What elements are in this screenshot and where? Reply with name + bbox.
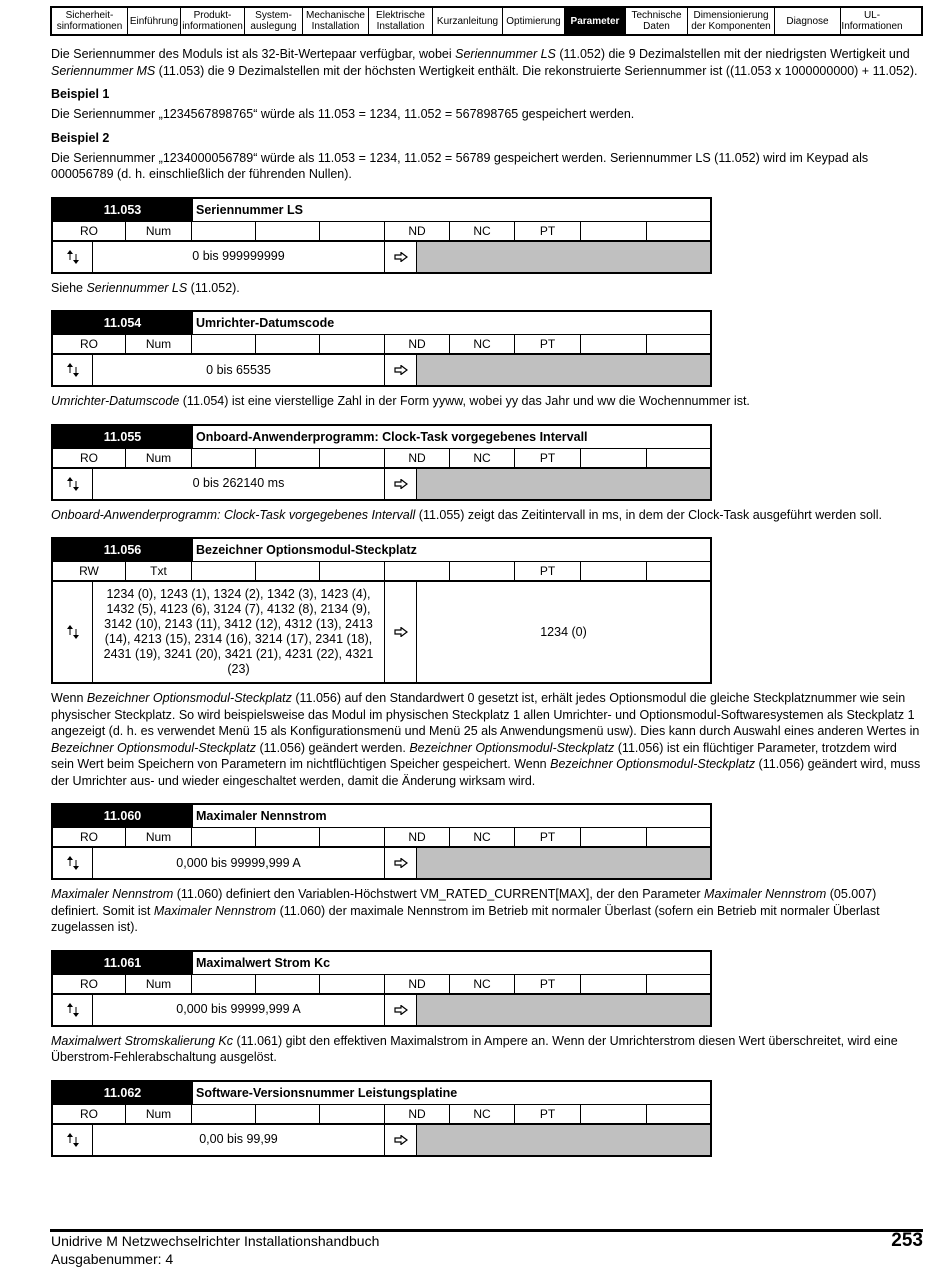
flag-cell: RO xyxy=(53,449,126,467)
tab-optimierung[interactable]: Optimierung xyxy=(503,8,565,34)
flag-cell: NC xyxy=(450,335,515,353)
flag-cell xyxy=(320,335,385,353)
param-range: 0 bis 65535 xyxy=(93,355,385,385)
tab-produktinformationen[interactable]: Produkt- informationen xyxy=(181,8,245,34)
flag-cell xyxy=(256,562,320,580)
param-default: 1234 (0) xyxy=(417,582,710,682)
param-default xyxy=(417,995,710,1025)
flag-cell: NC xyxy=(450,449,515,467)
flag-cell xyxy=(581,1105,647,1123)
param-table-11062 xyxy=(51,1080,712,1157)
tab-diagnose[interactable]: Diagnose xyxy=(775,8,841,34)
flag-cell: PT xyxy=(515,975,581,993)
flag-cell xyxy=(192,562,256,580)
page-content xyxy=(51,46,923,1163)
param-range: 0,000 bis 99999,999 A xyxy=(93,995,385,1025)
flag-cell: RW xyxy=(53,562,126,580)
flag-cell xyxy=(647,975,710,993)
up-down-arrow-icon xyxy=(53,582,93,682)
tab-systemauslegung[interactable]: System- auslegung xyxy=(245,8,303,34)
flag-cell: RO xyxy=(53,222,126,240)
flag-cell xyxy=(192,1105,256,1123)
flag-cell: NC xyxy=(450,975,515,993)
param-range: 0 bis 262140 ms xyxy=(93,469,385,499)
param-11053-description: Siehe Seriennummer LS (11.052). xyxy=(51,280,240,295)
flag-cell xyxy=(256,222,320,240)
param-11061-description: Maximalwert Stromskalierung Kc (11.061) gibt den effektiven Maximalstrom in Ampere an. Wenn der Umrichterstrom diesen Wert überschreitet, wird eine Überstrom-Fehlerabschaltung ausgelöst. xyxy=(51,1033,898,1064)
flag-cell: Num xyxy=(126,335,192,353)
flag-cell xyxy=(647,335,710,353)
flag-cell: ND xyxy=(385,222,450,240)
param-default xyxy=(417,469,710,499)
up-down-arrow-icon xyxy=(53,242,93,272)
param-flags xyxy=(53,335,710,355)
flag-cell xyxy=(256,828,320,846)
flag-cell xyxy=(581,562,647,580)
param-table-11054 xyxy=(51,310,712,387)
param-table-11053 xyxy=(51,197,712,274)
chapter-navigation xyxy=(50,6,923,36)
flag-cell xyxy=(256,449,320,467)
flag-cell xyxy=(256,1105,320,1123)
param-number: 11.062 xyxy=(53,1082,192,1104)
param-number: 11.054 xyxy=(53,312,192,334)
flag-cell: PT xyxy=(515,562,581,580)
param-flags xyxy=(53,222,710,242)
default-arrow-icon xyxy=(385,1125,417,1155)
flag-cell: PT xyxy=(515,449,581,467)
flag-cell: ND xyxy=(385,449,450,467)
flag-cell xyxy=(320,222,385,240)
flag-cell: PT xyxy=(515,335,581,353)
param-number: 11.060 xyxy=(53,805,192,827)
param-number: 11.056 xyxy=(53,539,192,561)
flag-cell xyxy=(192,828,256,846)
param-name: Seriennummer LS xyxy=(192,199,710,221)
flag-cell: Num xyxy=(126,1105,192,1123)
flag-cell: ND xyxy=(385,1105,450,1123)
flag-cell xyxy=(320,975,385,993)
flag-cell xyxy=(647,1105,710,1123)
flag-cell xyxy=(192,449,256,467)
flag-cell: Txt xyxy=(126,562,192,580)
up-down-arrow-icon xyxy=(53,848,93,878)
param-number: 11.061 xyxy=(53,952,192,974)
param-flags xyxy=(53,1105,710,1125)
default-arrow-icon xyxy=(385,469,417,499)
default-arrow-icon xyxy=(385,848,417,878)
flag-cell: PT xyxy=(515,828,581,846)
param-name: Maximaler Nennstrom xyxy=(192,805,710,827)
footer-document-title: Unidrive M Netzwechselrichter Installationshandbuch xyxy=(51,1233,380,1249)
param-flags xyxy=(53,828,710,848)
flag-cell: Num xyxy=(126,222,192,240)
param-table-11060 xyxy=(51,803,712,880)
default-arrow-icon xyxy=(385,995,417,1025)
param-default xyxy=(417,1125,710,1155)
flag-cell xyxy=(385,562,450,580)
flag-cell xyxy=(647,562,710,580)
param-11060-description: Maximaler Nennstrom (11.060) definiert den Variablen-Höchstwert VM_RATED_CURRENT[MAX], der den Parameter Maximaler Nennstrom (05.007) definiert. Somit ist Maximaler Nennstrom (11.060) der maximale Nennstrom im Betrieb mit normaler Überlast (sofern ein Betrieb mit normaler Überlast zugelassen ist). xyxy=(51,887,880,934)
param-flags xyxy=(53,449,710,469)
param-table-11055 xyxy=(51,424,712,501)
tab-einfuehrung[interactable]: Einführung xyxy=(128,8,181,34)
flag-cell xyxy=(581,975,647,993)
flag-cell xyxy=(320,1105,385,1123)
flag-cell: RO xyxy=(53,335,126,353)
flag-cell: PT xyxy=(515,222,581,240)
param-name: Onboard-Anwenderprogramm: Clock-Task vorgegebenes Intervall xyxy=(192,426,710,448)
flag-cell xyxy=(256,335,320,353)
flag-cell: RO xyxy=(53,1105,126,1123)
param-name: Software-Versionsnummer Leistungsplatine xyxy=(192,1082,710,1104)
flag-cell xyxy=(450,562,515,580)
default-arrow-icon xyxy=(385,582,417,682)
flag-cell: Num xyxy=(126,828,192,846)
up-down-arrow-icon xyxy=(53,469,93,499)
default-arrow-icon xyxy=(385,242,417,272)
flag-cell: Num xyxy=(126,449,192,467)
param-11054-description: Umrichter-Datumscode (11.054) ist eine vierstellige Zahl in der Form yyww, wobei yy das Jahr und ww die Wochennummer ist. xyxy=(51,394,750,408)
param-default xyxy=(417,848,710,878)
tab-ul-informationen[interactable]: UL- Informationen xyxy=(841,10,903,32)
flag-cell: ND xyxy=(385,335,450,353)
flag-cell xyxy=(581,449,647,467)
tab-sicherheitsinformationen[interactable]: Sicherheit- sinformationen xyxy=(52,8,128,34)
default-arrow-icon xyxy=(385,355,417,385)
param-table-11061 xyxy=(51,950,712,1027)
footer-divider xyxy=(50,1229,923,1232)
param-number: 11.055 xyxy=(53,426,192,448)
flag-cell xyxy=(320,828,385,846)
flag-cell: ND xyxy=(385,975,450,993)
example-1-heading: Beispiel 1 xyxy=(51,87,110,101)
param-name: Umrichter-Datumscode xyxy=(192,312,710,334)
param-range: 0,000 bis 99999,999 A xyxy=(93,848,385,878)
param-flags xyxy=(53,562,710,582)
param-range: 0 bis 999999999 xyxy=(93,242,385,272)
param-name: Bezeichner Optionsmodul-Steckplatz xyxy=(192,539,710,561)
param-name: Maximalwert Strom Kc xyxy=(192,952,710,974)
param-flags xyxy=(53,975,710,995)
flag-cell: NC xyxy=(450,828,515,846)
tab-mechanische-installation[interactable]: Mechanische Installation xyxy=(303,8,369,34)
flag-cell xyxy=(647,222,710,240)
example-1-text: Die Seriennummer „1234567898765“ würde als 11.053 = 1234, 11.052 = 567898765 gespeichert werden. xyxy=(51,107,635,121)
tab-technische-daten[interactable]: Technische Daten xyxy=(626,8,688,34)
up-down-arrow-icon xyxy=(53,995,93,1025)
up-down-arrow-icon xyxy=(53,355,93,385)
flag-cell xyxy=(647,449,710,467)
tab-elektrische-installation[interactable]: Elektrische Installation xyxy=(369,8,433,34)
tab-parameter[interactable]: Parameter xyxy=(565,8,626,34)
flag-cell xyxy=(320,562,385,580)
flag-cell xyxy=(581,222,647,240)
flag-cell: ND xyxy=(385,828,450,846)
param-range: 0,00 bis 99,99 xyxy=(93,1125,385,1155)
flag-cell: NC xyxy=(450,1105,515,1123)
param-range: 1234 (0), 1243 (1), 1324 (2), 1342 (3), 1423 (4), 1432 (5), 4123 (6), 3124 (7), 4132 (8), 2134 (9), 3142 (10), 2143 (11), 3412 (12), 4312 (13), 2413 (14), 4213 (15), 2314 (16), 3214 (17), 2341 (18), 2431 (19), 3241 (20), 3421 (21), 4231 (22), 4321 (23) xyxy=(93,582,385,682)
page-number: 253 xyxy=(891,1230,923,1251)
param-number: 11.053 xyxy=(53,199,192,221)
flag-cell: RO xyxy=(53,975,126,993)
flag-cell: NC xyxy=(450,222,515,240)
flag-cell xyxy=(320,449,385,467)
serial-intro: Die Seriennummer des Moduls ist als 32-Bit-Wertepaar verfügbar, wobei Seriennummer LS (11.052) die 9 Dezimalstellen mit der niedrigsten Wertigkeit und Seriennummer MS (11.053) die 9 Dezimalstellen mit der höchsten Wertigkeit enthält. Die rekonstruierte Seriennummer ist ((11.053 x 1000000000) + 11.052). xyxy=(51,47,918,78)
flag-cell xyxy=(192,975,256,993)
flag-cell: Num xyxy=(126,975,192,993)
flag-cell xyxy=(647,828,710,846)
flag-cell xyxy=(192,335,256,353)
up-down-arrow-icon xyxy=(53,1125,93,1155)
param-table-11056 xyxy=(51,537,712,684)
tab-dimensionierung[interactable]: Dimensionierung der Komponenten xyxy=(688,8,775,34)
param-11055-description: Onboard-Anwenderprogramm: Clock-Task vorgegebenes Intervall (11.055) zeigt das Zeitintervall in ms, in dem der Clock-Task ausgeführt werden soll. xyxy=(51,507,882,522)
param-default xyxy=(417,355,710,385)
flag-cell xyxy=(581,335,647,353)
flag-cell: PT xyxy=(515,1105,581,1123)
param-default xyxy=(417,242,710,272)
flag-cell xyxy=(256,975,320,993)
param-11056-description: Wenn Bezeichner Optionsmodul-Steckplatz (11.056) auf den Standardwert 0 gesetzt ist, erhält jedes Optionsmodul die gleiche Steckplatznummer wie sein physischer Steckplatz. So wird beispielsweise das Modul im physischen Steckplatz 1 allen Umrichter- und Optionsmodul-Softwaresystemen als Steckplatz 1 angezeigt (d. h. es verwendet Menü 15 als Konfigurationsmenü und Menü 25 als Anwendungsmenü usw). Dies kann durch Auswahl eines anderen Wertes in Bezeichner Optionsmodul-Steckplatz (11.056) geändert werden. Bezeichner Optionsmodul-Steckplatz (11.056) ist ein flüchtiger Parameter, trotzdem wird sein Wert beim Speichern von Parametern im nichtflüchtigen Speicher gespeichert. Wenn Bezeichner Optionsmodul-Steckplatz (11.056) geändert wird, muss der Umrichter aus- und wieder eingeschaltet werden, damit die Änderung wirksam wird. xyxy=(51,691,921,788)
footer-issue-number: Ausgabenummer: 4 xyxy=(51,1251,174,1267)
flag-cell: RO xyxy=(53,828,126,846)
example-2-text: Die Seriennummer „1234000056789“ würde als 11.053 = 1234, 11.052 = 56789 gespeichert werden. Seriennummer LS (11.052) wird im Keypad als 000056789 (d. h. einschließlich der führenden Nullen). xyxy=(51,150,869,181)
example-2-heading: Beispiel 2 xyxy=(51,130,110,145)
flag-cell xyxy=(581,828,647,846)
tab-kurzanleitung[interactable]: Kurzanleitung xyxy=(433,8,503,34)
flag-cell xyxy=(192,222,256,240)
